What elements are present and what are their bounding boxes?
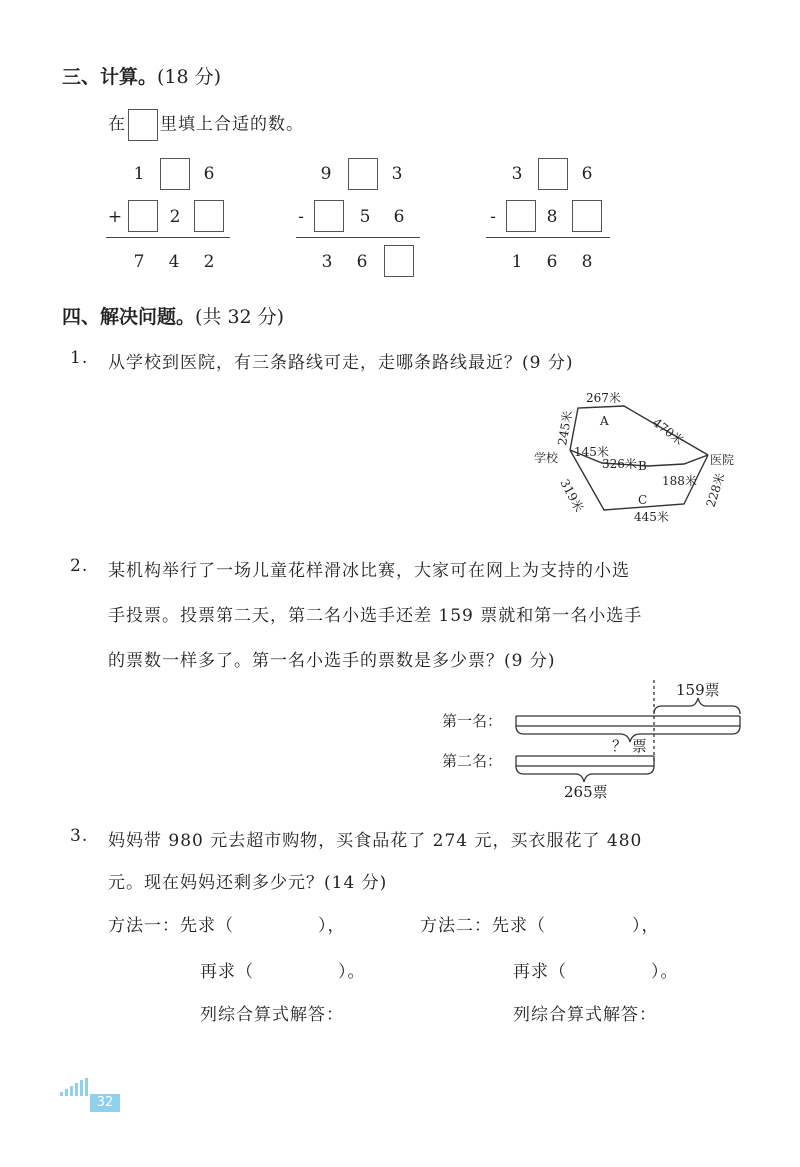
q2-number: 2. (70, 556, 89, 576)
digit: 6 (393, 207, 405, 227)
section3-score: (18 分) (157, 66, 222, 88)
school-label: 学校 (534, 451, 559, 465)
q2-line-1: 某机构举行了一场儿童花样滑冰比赛，大家可在网上为支持的小选 (108, 561, 630, 581)
digit: 6 (581, 164, 593, 184)
unknown-label: ？ 票 (612, 737, 647, 755)
digit: 1 (511, 252, 523, 272)
answer-box[interactable] (572, 200, 602, 232)
distance-label: 267米 (586, 391, 621, 405)
second-place-label: 第二名： (442, 752, 503, 770)
section4-heading (62, 302, 284, 329)
answer-box[interactable] (160, 158, 190, 190)
digit: 9 (320, 164, 332, 184)
route-map (520, 380, 750, 530)
second-total-label: 265票 (564, 783, 608, 801)
brace-265 (516, 766, 654, 782)
digit: 8 (581, 252, 593, 272)
method1-then-close: ）。 (338, 962, 366, 982)
difference-label: 159票 (676, 681, 720, 699)
method1-label: 方法一：先求（ (108, 916, 234, 936)
method2-then-label: 再求（ (513, 962, 567, 982)
method2-then-close: ）。 (651, 962, 679, 982)
distance-label: 319米 (557, 476, 587, 515)
operator: - (490, 207, 496, 227)
sum-line (106, 237, 230, 238)
answer-box[interactable] (314, 200, 344, 232)
method2-label: 方法二：先求（ (420, 916, 546, 936)
digit: 5 (359, 207, 371, 227)
operator: + (107, 207, 123, 227)
distance-label: 445米 (634, 510, 669, 524)
digit: 2 (203, 252, 215, 272)
digit: 3 (391, 164, 403, 184)
digit: 2 (169, 207, 181, 227)
point-a-label: A (600, 414, 609, 428)
q3-line-1: 妈妈带 980 元去超市购物，买食品花了 274 元，买衣服花了 480 (108, 831, 643, 851)
instruction-part-a: 在 (108, 114, 126, 135)
point-b-label: B (638, 459, 647, 473)
distance-label: 228米 (703, 471, 728, 509)
section4-title: 四、解决问题。 (62, 306, 196, 328)
method2-first-step (420, 911, 660, 936)
digit: 6 (546, 252, 558, 272)
method1-combined-label: 列综合算式解答： (200, 1005, 344, 1025)
q3-number: 3. (70, 826, 89, 846)
digit: 7 (133, 252, 145, 272)
digit: 3 (321, 252, 333, 272)
answer-box[interactable] (384, 245, 414, 277)
operator: - (298, 207, 304, 227)
method1-close: ）， (318, 916, 346, 936)
answer-box[interactable] (506, 200, 536, 232)
method2-close: ）， (632, 916, 660, 936)
digit: 6 (203, 164, 215, 184)
difference-line (296, 237, 420, 238)
answer-box[interactable] (128, 200, 158, 232)
section3-heading (62, 62, 221, 89)
digit: 8 (546, 207, 558, 227)
q2-line-3: 的票数一样多了。第一名小选手的票数是多少票？(9 分) (108, 651, 556, 671)
distance-label: 188米 (662, 474, 697, 488)
section3-instruction (108, 109, 304, 141)
q2-line-2: 手投票。投票第二天，第二名小选手还差 159 票就和第一名小选手 (108, 606, 643, 626)
brace-159 (654, 698, 740, 714)
q1-number: 1. (70, 348, 89, 368)
page-number: 32 (90, 1094, 120, 1112)
answer-box[interactable] (194, 200, 224, 232)
method1-first-step (108, 911, 346, 936)
answer-box[interactable] (538, 158, 568, 190)
distance-label: 245米 (555, 409, 576, 447)
digit: 6 (356, 252, 368, 272)
method2-second-step (513, 957, 679, 982)
instruction-part-b: 里填上合适的数。 (160, 114, 304, 135)
distance-label: 326米 (602, 457, 637, 471)
q1-text: 从学校到医院，有三条路线可走，走哪条路线最近？(9 分) (108, 353, 574, 373)
digit: 3 (511, 164, 523, 184)
distance-label: 145米 (574, 445, 609, 459)
point-c-label: C (638, 493, 648, 507)
q3-line-2: 元。现在妈妈还剩多少元？(14 分) (108, 873, 388, 893)
method1-then-label: 再求（ (200, 962, 254, 982)
method1-second-step (200, 957, 366, 982)
hospital-label: 医院 (710, 453, 735, 467)
first-place-label: 第一名： (442, 712, 503, 730)
section4-score: (共 32 分) (195, 306, 285, 328)
method2-combined-label: 列综合算式解答： (513, 1005, 657, 1025)
line-segment-diagram (440, 678, 750, 806)
blank-box-sample (128, 109, 158, 141)
digit: 4 (168, 252, 180, 272)
digit: 1 (133, 164, 145, 184)
difference-line (486, 237, 610, 238)
distance-label: 470米 (650, 415, 687, 448)
answer-box[interactable] (348, 158, 378, 190)
section3-title: 三、计算。 (62, 66, 158, 88)
